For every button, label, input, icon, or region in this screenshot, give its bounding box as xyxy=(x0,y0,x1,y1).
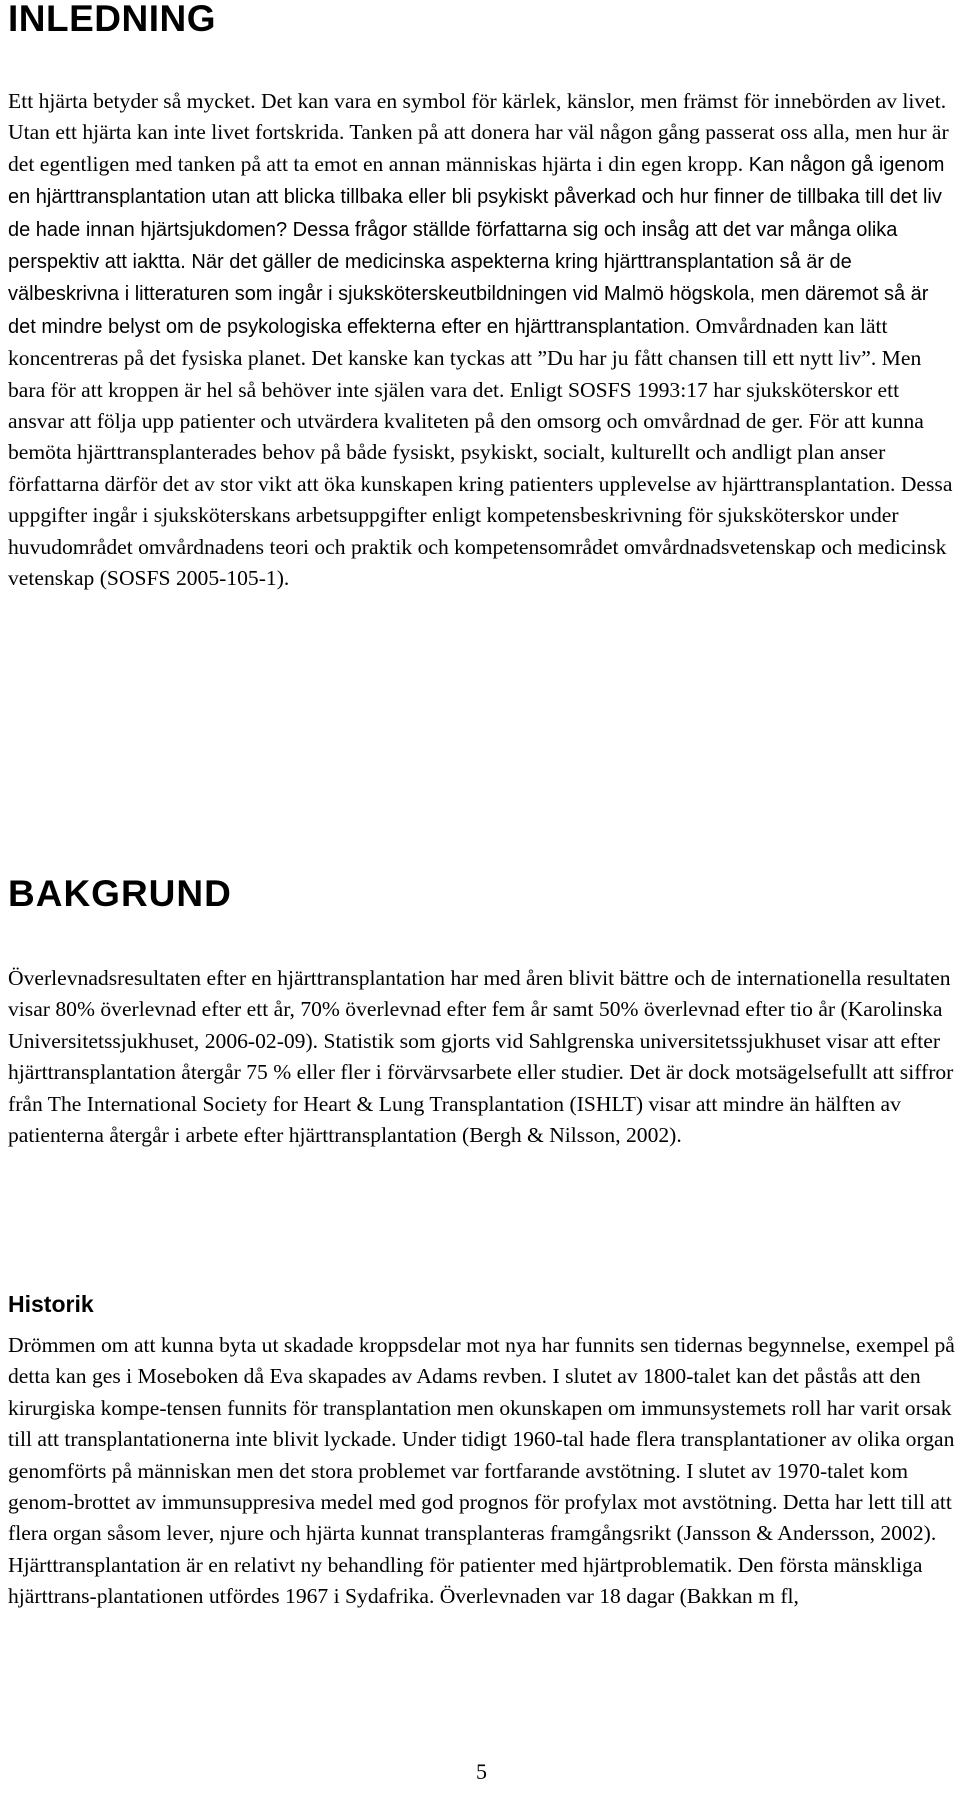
paragraph-bakgrund: Överlevnadsresultaten efter en hjärttransplantation har med åren blivit bättre och de internationella resultaten visar 80% överlevnad efter ett år, 70% överlevnad efter fem år samt 50% överlevnad efter tio år (Karolinska Universitetssjukhuset, 2006-02-09). Statistik som gjorts vid Sahlgrenska universitetssjukhuset visar att efter hjärttransplantation återgår 75 % eller fler i förvärvsarbete eller studier. Det är dock motsägelsefullt att siffror från The International Society for Heart & Lung Transplantation (ISHLT) visar att mindre än hälften av patienterna återgår i arbete efter hjärttransplantation (Bergh & Nilsson, 2002). xyxy=(8,966,954,1148)
heading-inledning: INLEDNING xyxy=(8,0,216,39)
paragraph-inledning xyxy=(8,86,956,595)
heading-bakgrund: BAKGRUND xyxy=(8,873,232,914)
paragraph-inledning-part-2: Kan någon gå igenom en hjärttransplantation utan att blicka tillbaka eller bli psykiskt påverkad och hur finner de tillbaka till det liv de hade innan hjärtsjukdomen? Dessa frågor ställde författarna sig och insåg att det var många olika perspektiv att iaktta. När det gäller de medicinska aspekterna kring hjärttransplantation så är de välbeskrivna i litteraturen som ingår i sjuksköterskeutbildningen vid Malmö högskola, men däremot så är det mindre belyst om de psykologiska effekterna efter en hjärttransplantation. xyxy=(8,153,945,338)
page-number: 5 xyxy=(476,1759,487,1784)
paragraph-historik: Drömmen om att kunna byta ut skadade kroppsdelar mot nya har funnits sen tidernas begynnelse, exempel på detta kan ges i Moseboken då Eva skapades av Adams revben. I slutet av 1800-talet kan det påstås att den kirurgiska kompe-tensen funnits för transplantation men okunskapen om immunsystemets roll har varit orsak till att transplantationerna inte blivit lyckade. Under tidigt 1960-tal hade flera transplantationer av olika organ genomförts på människan men det stora problemet var fortfarande avstötning. I slutet av 1970-talet kom genom-brottet av immunsuppresiva medel med god prognos för profylax mot avstötning. Detta har lett till att flera organ såsom lever, njure och hjärta kunnat transplanteras framgångsrikt (Jansson & Andersson, 2002). Hjärttransplantation är en relativt ny behandling för patienter med hjärtproblematik. Den första mänskliga hjärttrans-plantationen utfördes 1967 i Sydafrika. Överlevnaden var 18 dagar (Bakkan m fl, xyxy=(8,1333,955,1609)
paragraph-inledning-part-1: Ett hjärta betyder så mycket. Det kan vara en symbol för kärlek, känslor, men främst för innebörden av livet. Utan ett hjärta kan inte livet fortskrida. Tanken på att donera har väl någon gång passerat oss alla, men hur är det egentligen med tanken på att ta emot en annan människas hjärta i din egen kropp. xyxy=(8,89,949,176)
paragraph-inledning-part-3: Omvårdnaden kan lätt koncentreras på det fysiska planet. Det kanske kan tyckas att ”Du har ju fått chansen till ett nytt liv”. Men bara för att kroppen är hel så behöver inte själen vara det. Enligt SOSFS 1993:17 har sjuksköterskor ett ansvar att följa upp patienter och utvärdera kvaliteten på den omsorg och omvårdnad de ger. För att kunna bemöta hjärttransplanterades behov på både fysiskt, psykiskt, socialt, kulturellt och andligt plan anser författarna därför det av stor vikt att öka kunskapen kring patienters upplevelse av hjärttransplantation. Dessa uppgifter ingår i sjuksköterskans arbetsuppgifter enligt kompetensbeskrivning för sjuksköterskor under huvudområdet omvårdnadens teori och praktik och kompetensområdet omvårdnadsvetenskap och medicinsk vetenskap (SOSFS 2005-105-1). xyxy=(8,313,953,591)
heading-historik: Historik xyxy=(8,1291,94,1317)
